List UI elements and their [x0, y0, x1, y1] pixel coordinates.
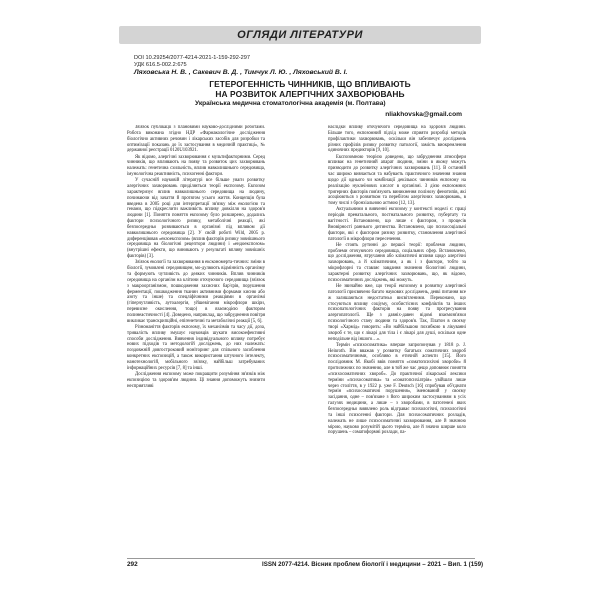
- paragraph: Різноманіття факторів екпозому, їх механізмів та часу дії, доза, тривалість впливу змушує науковців шукати високоефективні способи дослідження. Вивчення індивідуального впливу потребує нових підходів та методологій досліджень, до них належать: поздовжній довгостроковий моніторинг для спільного засоблення конкретних експозицій, а також використання штучного інтелекту, нанотехнологій, мобільного зв'язку, найбільш затребуваних інформаційних ресурсів [7, 8] та інші.: [127, 324, 265, 371]
- paragraph: Термін «психосоматика» вперше запропонував у 1818 р. J. Heinroth. Він вважав у розвитку багатьох соматичних хвороб психосоматичними, особливо в етичній аспекти [15]. Його послідовник М. Якобі ввів поняття «соматопсихічні хвороби» й протилежних по значенню, але в той же час дещо доповнює поняття «психосоматичних хвороб». До практичної лікарської лексики терміни «психосоматика» та «соматопсихіатрія» увійшли лише через століття, в у 1922 р. уже F. Deutsch [16] спробував об'єднати термін «психосоматичні порушення», іменований у своєму засідання, одне – пов'язане з його широким застосуванням в усіх галузях медицини, а лише – з хворобами, в патогенезі яких безпосередньо виявлено роль відграває психологічні, психологічні та інші психогенні фактори. Для психосоматичних розладів, належать не лише психосоматичні захворювання, але й значною мірою, науково розумітій цього терміна, але й значно ширше коло порушень – соматоформні розлади, па-: [328, 342, 466, 436]
- left-column: [127, 125, 265, 552]
- section-title: ОГЛЯДИ ЛІТЕРАТУРИ: [237, 29, 363, 41]
- udc: УДК 616.5-002.2:675: [134, 62, 187, 68]
- paragraph: Як відомо, алергічні захворювання є мультифакторними. Серед чинників, що впливають на появу та розвиток цих захворювань належать: генетична схильність, вплив навколишнього середовища, імунологічна реактивність, психогенні фактори.: [127, 154, 265, 178]
- paragraph: Дослідження екпозому може покращити розуміння зв'язків між екпозицією та здоров'ям людини. Ці знання допоможуть знизити несприятливі: [127, 371, 265, 389]
- paragraph: Актуальними в вивченні екпозому у контексті моделі є: праці періодів пренатального, постнатального розвитку, пубертату та вагітності. Встановлено, що лише є фактором, з процесів ймовірності раннього дитинства. Встановлено, що психосоціальні фактори, які є фактором ризику розвитку, становлення алергічної патології в мікрофлори пересечення.: [328, 207, 466, 242]
- author-email: nliakhovska@gmail.com: [385, 111, 462, 118]
- journal-citation: ISSN 2077-4214. Вісник проблем біології і медицини – 2021 – Вип. 1 (159): [262, 561, 484, 568]
- paragraph: Зв'язок публікації з плановими науково-дослідними роботами. Робота виконана згідно НДР «Фармакологічне дослідження біологічно активних речовин і лікарських засобів для розробки та оптимізації показань до їх застосування в медичній практиці», № державної реєстрації 0120U103921.: [127, 125, 265, 154]
- footer-divider: [127, 558, 475, 559]
- paragraph: Не стоять рутинні до першої теорії: проблеми людини, проблеми оточуючого середовища, соціальних сфер. Встановлено, що дослідження, втручання або кліматичні впливи щодо алергічні захворювань, а й кліматичним, а як і з фактори, тобто за мікрофлорні та ставляє завдання значення біологічні людини, характерні розвитку алергічних захворювань, що, як відомо, психосоматичних досліджень, які можуть.: [328, 242, 466, 283]
- article-title: [150, 79, 470, 99]
- paragraph: Зв'язок екології та захворювання в екскономерта-тичних: зміни в біології, зумовлені середовищем, мо-дулюють відмінність організму та формують чутливість до деяких чинників. Вплив чинників середовища на організм на клітини оточуючого середовища (зв'язок з макроорганізмом, пошкодження захисних бар'єрів, порушення ферментації, пошкодження тканин активними формами кисню або азоту та інше) та спецліфічними реакціями в організмі (гіперчутливість, аутоалергія, уйшевігання мікрофлори шкіри, перевисне окислення, тощо) в взаємодією фактором полинеастичності [4]. Доведено, наприклад, що забруднення повітря викликає транскрипційні, епігенетичні та метаболічні реакції [5, 6].: [127, 260, 265, 324]
- title-line-2: НА РОЗВИТОК АЛЕРГІЧНИХ ЗАХВОРЮВАНЬ: [215, 89, 405, 99]
- paragraph: наслідки впливу оточуючого середовища на здоров'я людини. Більше того, екпозомний підхід може сприяти розробці методів профілактики захворювань, оскільки він забезпечує досліджень різних профілів ризику розвитку патології, замість виокремлення одиночних предикторів [9, 10].: [328, 125, 466, 154]
- paragraph: Експозомною теорією доведено, що забруднення атмосфери впливає на генетичний апарат людини, зміни в якому можуть призводити до розвитку алергічних захворювань [11]. В останній час широко вивчається та набуваєть практичного значення знання щодо дії однього чи комбінації декількох чинників екпозому на реалізацію нуклеїнових кислот в організмі. З дією екпозомних тригерних факторів пов'язують виникнення полінозу фенотипів, які асоціюються з розвитком та перебігом алергічних захворювань, в тому числі з бронхіальною астмою [12, 13].: [328, 154, 466, 207]
- page-number: 292: [127, 561, 138, 568]
- right-column: [328, 125, 466, 552]
- affiliation: Українська медична стоматологічна академія (м. Полтава): [195, 100, 386, 107]
- title-line-1: ГЕТЕРОГЕННІСТЬ ЧИННИКІВ, ЩО ВПЛИВАЮТЬ: [209, 79, 411, 89]
- paragraph: У сучасній науковій літературі все більше уваги розвитку алергічних захворювань приділяється теорії експозому. Екпозом характеризує вплив навколишнього середовища на людину, починаючи від зачаття й протягом усього життя. Концепція була введена в 2005 році для інтерпретації зв'язку між екологією та генами, що підкреслити важливість впливу довкілля на здоров'я людини [1]. Поняття поняття екпозому було розширено, додались фактори психологічного ризику, метаболічні реакції, які безпосередньо розвиваються в організмі під впливом дії навколишнього середовища [2]. У своїй роботі Wild, 2005 р. диференціював «екзоекспозом» (вплив факторів ризику зовнішнього середовища на біологічні рецептори людини) і «ендоекспозом» (внутрішні ефекти, що виникають у результаті впливу зовнішніх факторів) [3].: [127, 178, 265, 260]
- authors: Ляховська Н. В. , Сакевич В. Д. , Тимчук Л. Ю. , Ляховський В. І.: [134, 69, 348, 76]
- doi: DOI 10.29254/2077-4214-2021-1-159-292-297: [134, 55, 251, 61]
- section-header: [119, 26, 481, 44]
- paragraph: Не звичайно вже, що теорії екпозому в розвитку алергічної патології присвячено багато наукових досліджень, деякі питання все ж залишаються недостатньо висвітленими. Переконано, що стосуються впливу соціуму, особистісних конфліктів та інших психопатологічних факторів на появу та прогресування алергопатології. Ще з давніх-давен відомі взаємозв'язки психологічного стану людини та здоров'я. Так, Платон в своєму творі «Хармід» говорить: «Во найбільшою похибкою в лікуванні хвороб є те, що є лікарі для тіла і є лікарі для душі, оскільки одне неподільне від іншого…».: [328, 283, 466, 342]
